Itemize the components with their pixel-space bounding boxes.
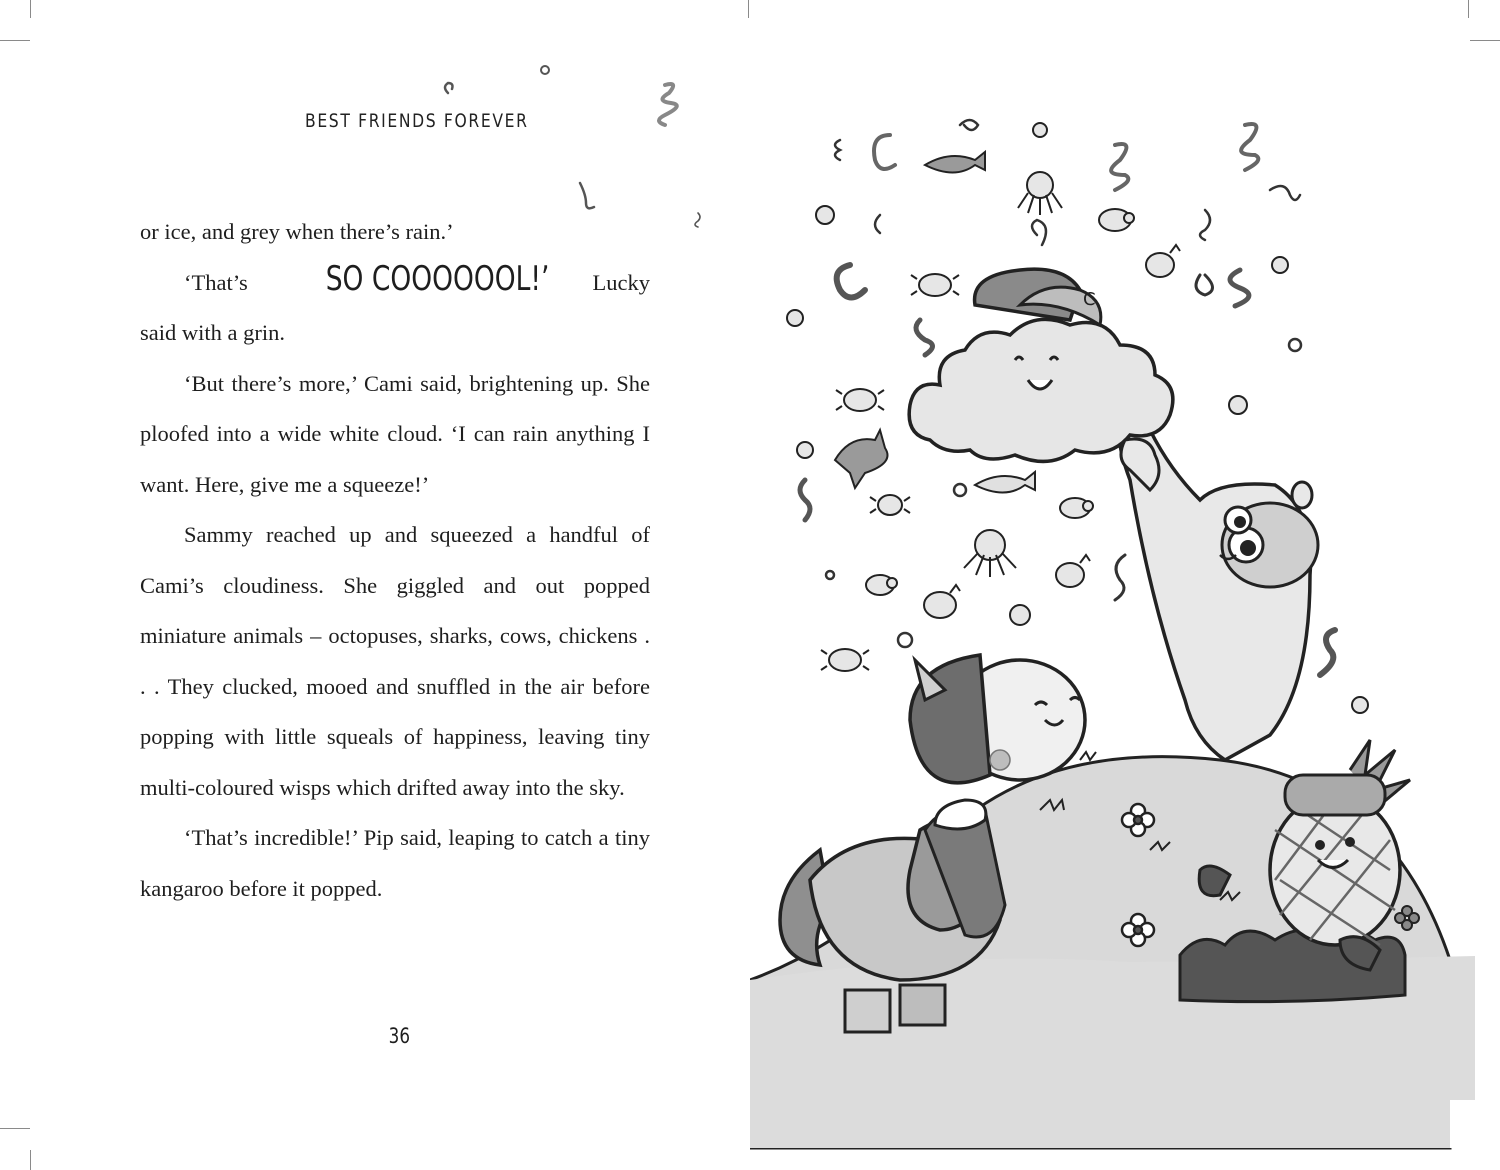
swirl-icon	[1032, 220, 1046, 245]
flower-icon	[1352, 697, 1368, 713]
grass-tuft	[1080, 752, 1096, 760]
paragraph: or ice, and grey when there’s rain.’	[140, 219, 454, 244]
swirl-icon	[837, 265, 865, 298]
bug-icon	[821, 649, 869, 671]
swirl-icon	[580, 183, 594, 208]
bug-icon	[870, 495, 910, 515]
paragraph-text: Lucky said with a grin.	[140, 269, 650, 345]
flower-icon	[816, 206, 834, 224]
flower-icon	[797, 442, 813, 458]
swirl-icon	[1200, 210, 1210, 240]
swirl-icon	[1289, 339, 1301, 351]
paragraph	[140, 258, 650, 359]
chicken-icon	[1056, 555, 1090, 587]
paragraph: ‘That’s incredible!’ Pip said, leaping to catch a tiny kangaroo before it popped.	[140, 825, 650, 901]
shark-icon	[925, 152, 985, 173]
swirl-icon	[874, 135, 895, 169]
pig-icon	[1060, 498, 1093, 518]
swirl-icon	[445, 83, 453, 93]
paragraph: Sammy reached up and squeezed a handful of Cami’s cloudiness. She giggled and out popped miniature animals – octopuses, sharks, cows, chickens . . . They clucked, mooed and snuffled in the air before popping with little squeals of happiness, leaving tiny multi-coloured wisps which drifted away into the sky.	[140, 522, 650, 800]
swirl-icon	[826, 571, 834, 579]
swirl-icon	[1115, 555, 1125, 600]
shout-text: SO COOOOOOL!’	[325, 258, 550, 299]
chicken-icon	[1146, 245, 1180, 277]
paragraph: ‘But there’s more,’ Cami said, brightening up. She ploofed into a wide white cloud. ‘I can rain anything I want. Here, give me a squeeze!’	[140, 370, 650, 497]
swirl-icon	[695, 213, 700, 227]
swirl-icon	[1111, 144, 1128, 190]
swirl-icon	[1241, 124, 1258, 170]
flower-icon	[1272, 257, 1288, 273]
running-head: BEST FRIENDS FOREVER	[305, 110, 529, 132]
page-edge	[1450, 1100, 1500, 1148]
cloud-character	[909, 269, 1173, 461]
swirl-icon	[898, 633, 912, 647]
swirl-icon	[1270, 186, 1300, 200]
shark-icon	[835, 430, 888, 488]
paragraph-text: ‘That’s	[184, 269, 271, 295]
swirl-icon	[1320, 630, 1335, 675]
cap-letter: C	[1083, 289, 1096, 310]
swirl-icon	[954, 484, 966, 496]
swirl-icon	[1196, 275, 1213, 295]
swirl-icon	[659, 84, 677, 125]
flower-icon	[1010, 605, 1030, 625]
chicken-icon	[924, 585, 960, 618]
page-number: 36	[388, 1024, 411, 1048]
pig-icon	[866, 575, 897, 595]
bug-icon	[836, 389, 884, 411]
octopus-icon	[964, 530, 1016, 577]
swirl-icon	[800, 480, 810, 520]
swirl-icon	[1230, 270, 1249, 306]
swirl-icon	[835, 140, 840, 160]
swirl-icon	[875, 215, 880, 233]
pig-icon	[1099, 209, 1134, 231]
swirl-icon	[916, 320, 933, 355]
flower-icon	[1229, 396, 1247, 414]
body-text	[140, 207, 650, 914]
flower-icon	[1033, 123, 1047, 137]
flower-icon	[541, 66, 549, 74]
shark-icon	[975, 472, 1035, 493]
illustration	[750, 0, 1500, 1170]
swirl-icon	[960, 120, 978, 130]
octopus-icon	[1018, 172, 1062, 215]
flower-icon	[787, 310, 803, 326]
bug-icon	[911, 274, 959, 296]
